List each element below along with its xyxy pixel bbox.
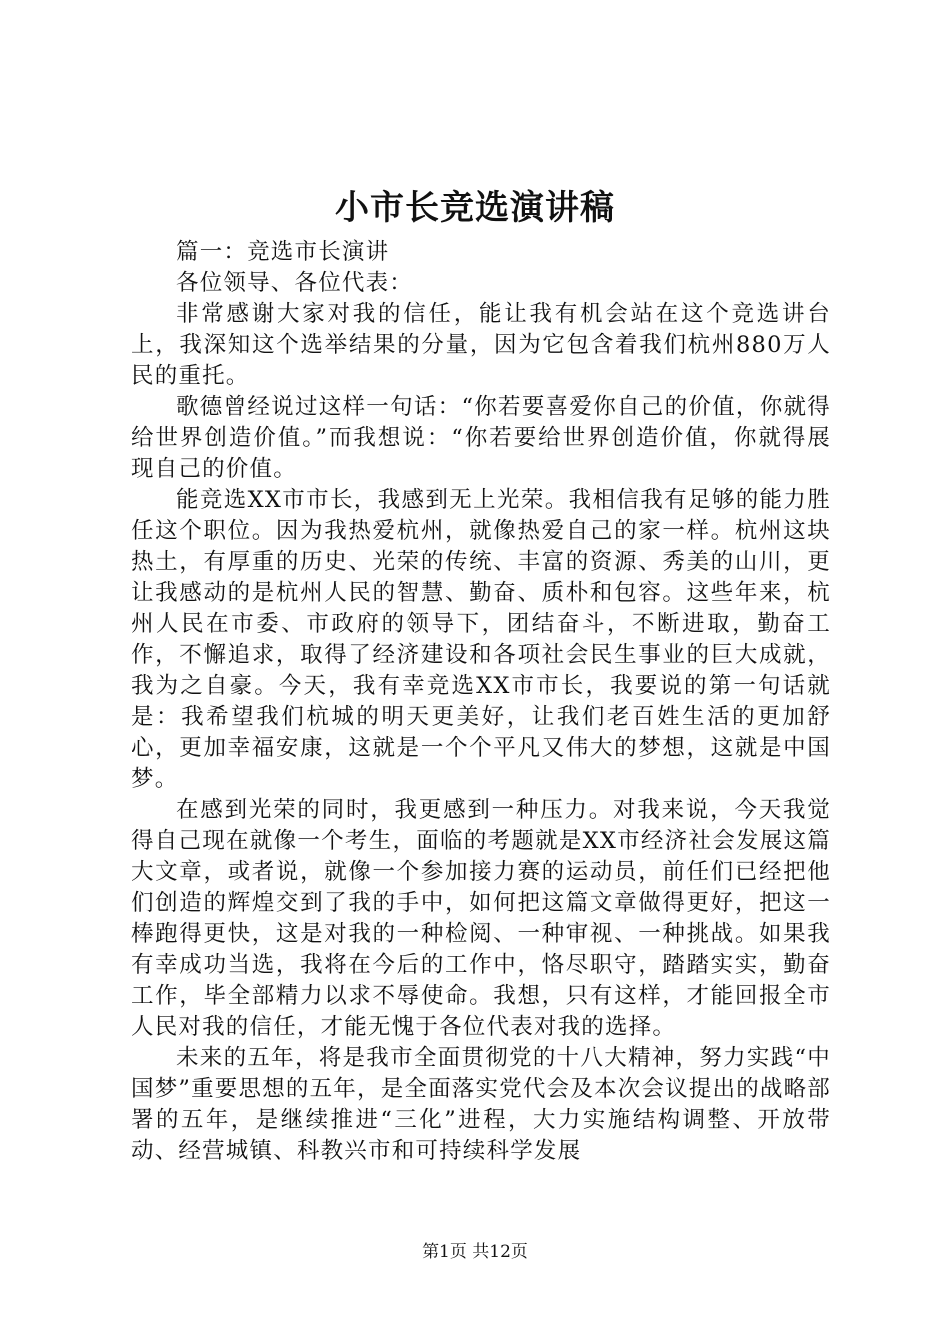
document-title: 小市长竞选演讲稿 bbox=[335, 188, 615, 228]
section-heading: 篇一：竞选市长演讲 bbox=[176, 239, 390, 265]
salutation: 各位领导、各位代表： bbox=[176, 270, 414, 296]
paragraph: 歌德曾经说过这样一句话：“你若要喜爱你自己的价值，你就得给世界创造价值。”而我想说：“你若要给世界创造价值，你就得展现自己的价值。 bbox=[131, 394, 831, 482]
paragraph: 在感到光荣的同时，我更感到一种压力。对我来说，今天我觉得自己现在就像一个考生，面临的考题就是XX市经济社会发展这篇大文章，或者说，就像一个参加接力赛的运动员，前任们已经把他们创造的辉煌交到了我的手中，如何把这篇文章做得更好，把这一棒跑得更快，这是对我的一种检阅、一种审视、一种挑战。如果我有幸成功当选，我将在今后的工作中，恪尽职守，踏踏实实，勤奋工作，毕全部精力以求不辱使命。我想，只有这样，才能回报全市人民对我的信任，才能无愧于各位代表对我的选择。 bbox=[131, 797, 831, 1040]
paragraph: 未来的五年，将是我市全面贯彻党的十八大精神，努力实践“中国梦”重要思想的五年，是全面落实党代会及本次会议提出的战略部署的五年，是继续推进“三化”进程，大力实施结构调整、开放带动、经营城镇、科教兴市和可持续科学发展 bbox=[131, 1045, 832, 1164]
document-body bbox=[131, 237, 831, 1167]
page-number: 第1页 共12页 bbox=[422, 1242, 528, 1262]
paragraph: 能竞选XX市市长，我感到无上光荣。我相信我有足够的能力胜任这个职位。因为我热爱杭州，就像热爱自己的家一样。杭州这块热土，有厚重的历史、光荣的传统、丰富的资源、秀美的山川，更让我感动的是杭州人民的智慧、勤奋、质朴和包容。这些年来，杭州人民在市委、市政府的领导下，团结奋斗，不断进取，勤奋工作，不懈追求，取得了经济建设和各项社会民生事业的巨大成就，我为之自豪。今天，我有幸竞选XX市市长，我要说的第一句话就是：我希望我们杭城的明天更美好，让我们老百姓生活的更加舒心，更加幸福安康，这就是一个个平凡又伟大的梦想，这就是中国梦。 bbox=[131, 487, 831, 792]
paragraph: 非常感谢大家对我的信任，能让我有机会站在这个竞选讲台上，我深知这个选举结果的分量，因为它包含着我们杭州880万人民的重托。 bbox=[131, 301, 831, 389]
